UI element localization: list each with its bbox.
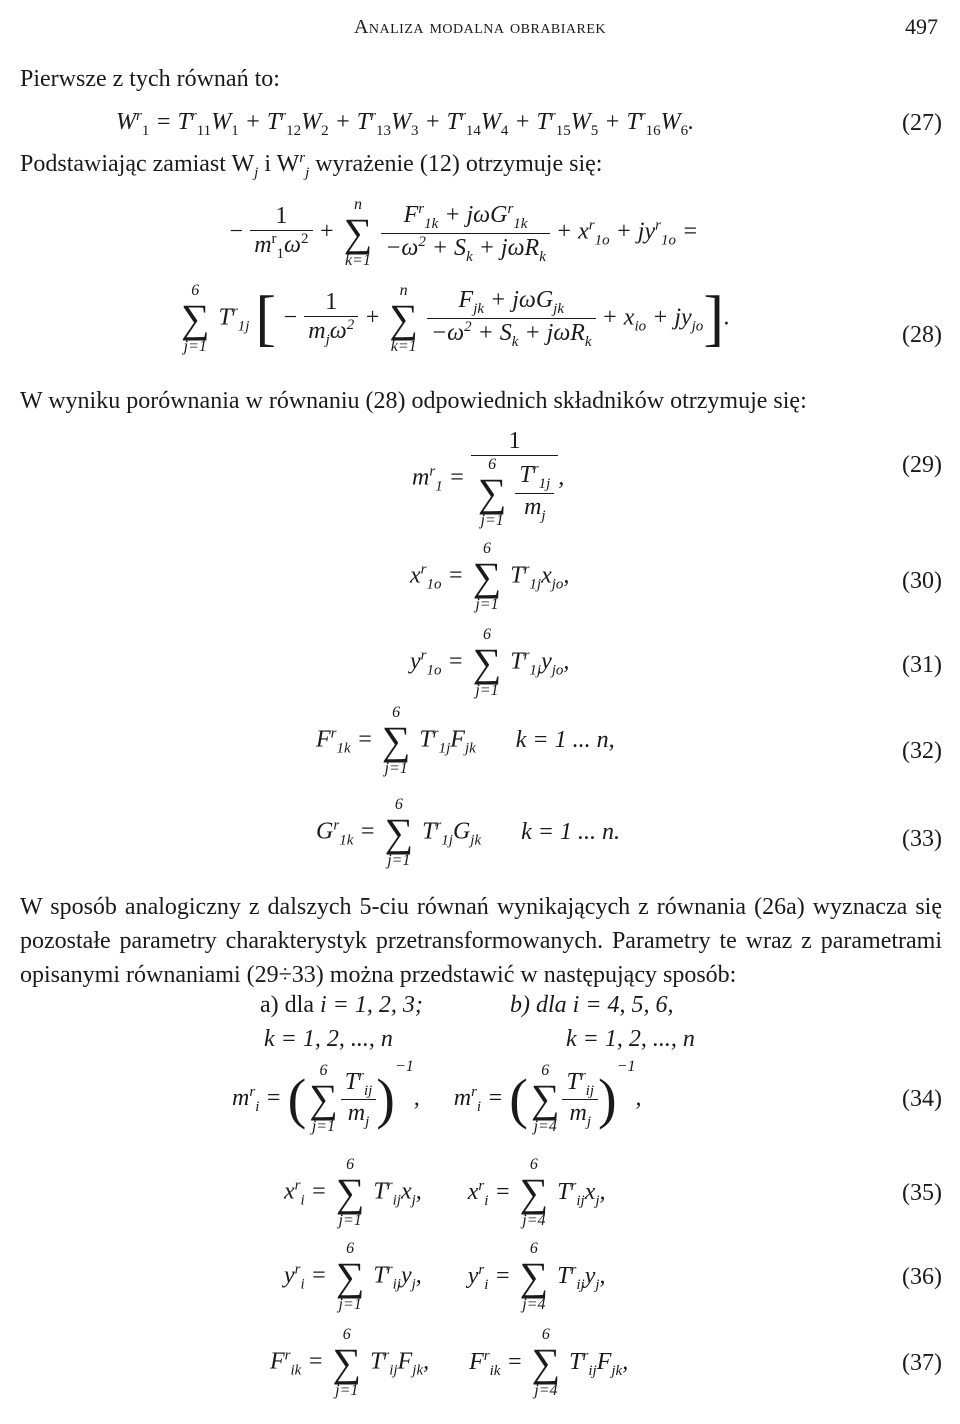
sum-upper: n [353, 196, 362, 213]
equation-number-34: (34) [902, 1086, 942, 1112]
equation-30: $x^r_{1o}$ = 6 ∑ j=1 $T^r_{1j}x_{jo}$, [410, 540, 570, 613]
case-a: a) dla i = 1, 2, 3; [260, 992, 423, 1018]
equation-33: $G^r_{1k}$ = 6 ∑ j=1 $T^r_{1j}G_{jk}$ k = 1 ... n. [316, 796, 620, 869]
equation-number-36: (36) [902, 1264, 942, 1290]
analogous-paragraph: W sposób analogiczny z dalszych 5-ciu równań wynikających z równania (26a) wyznacza się pozostałe parametry charakterystyk przetransformowanych. Parametry te wraz z parametrami opisanymi równaniami (29÷33) można przedstawić w następujący sposób: [20, 894, 942, 988]
equation-number-28: (28) [902, 322, 942, 348]
equation-number-30: (30) [902, 568, 942, 594]
equation-number-37: (37) [902, 1350, 942, 1376]
frac-num: 1 [275, 203, 288, 230]
page-header [0, 10, 960, 40]
equation-number-29: (29) [902, 452, 942, 478]
equation-29: $m^r_1$ = 1 6 ∑ j=1 $\frac{T^r_{1j}}{m_j}$ , [412, 428, 565, 529]
equation-number-35: (35) [902, 1180, 942, 1206]
equation-number-31: (31) [902, 652, 942, 678]
running-title: Analiza modalna obrabiarek [353, 16, 607, 38]
equation-27: $W^r_1 = T^r_{11}W_1 + T^r_{12}W_2 + T^r_{13}W_3 + T^r_{14}W_4 + T^r_{15}W_5 + T^r_{16}W_6$. [116, 108, 695, 139]
equation-34: $m^r_i$ = ( 6 ∑ j=1 $\frac{T^r_{ij}}{m_j}$ )$^{-1}$, $m^r_i$ = ( 6 ∑ j=4 $\frac{T^r_{ij}}{m_j}$ )$^{-1}$, [232, 1058, 642, 1136]
case-b: b) dla i = 4, 5, 6, [510, 992, 674, 1018]
condition-32: k = 1 ... n, [515, 726, 615, 753]
equation-35: $x^r_i$ = 6 ∑ j=1 $T^r_{ij}x_j$, $x^r_i$ = 6 ∑ j=4 $T^r_{ij}x_j$, [284, 1156, 606, 1229]
equation-31: $y^r_{1o}$ = 6 ∑ j=1 $T^r_{1j}y_{jo}$, [410, 626, 570, 699]
intro-text: Pierwsze z tych równań to: [20, 66, 280, 92]
equation-36: $y^r_i$ = 6 ∑ j=1 $T^r_{ij}y_j$, $y^r_i$ = 6 ∑ j=4 $T^r_{ij}y_j$, [284, 1240, 606, 1313]
substitution-text: Podstawiając zamiast $W_j$ i $W^r_j$ wyrażenie (12) otrzymuje się: [20, 150, 603, 181]
sum-lower: k=1 [345, 252, 371, 269]
equation-number-27: (27) [902, 110, 942, 136]
equation-28-line-1: − $\frac{1}{m^r_1\omega^2}$ + n ∑ k=1 $\frac{F^r_{1k} + j\omega G^r_{1k}}{-\omega^2 + S_k + j\omega R_k}$ + $x^r_{1o} + jy^r_{1o}$ = [228, 196, 699, 269]
k-range-a: k = 1, 2, ..., n [264, 1026, 393, 1052]
equation-number-33: (33) [902, 826, 942, 852]
condition-33: k = 1 ... n. [521, 818, 620, 845]
page-number: 497 [905, 14, 938, 39]
equation-32: $F^r_{1k}$ = 6 ∑ j=1 $T^r_{1j}F_{jk}$ k = 1 ... n, [316, 704, 615, 777]
comparison-text: W wyniku porównania w równaniu (28) odpowiednich składników otrzymuje się: [20, 388, 807, 414]
equation-37: $F^r_{ik}$ = 6 ∑ j=1 $T^r_{ij}F_{jk}$, $F^r_{ik}$ = 6 ∑ j=4 $T^r_{ij}F_{jk}$, [270, 1326, 629, 1399]
k-range-b: k = 1, 2, ..., n [566, 1026, 695, 1052]
equation-28-line-2: 6 ∑ j=1 $T^r_{1j}$ [ − $\frac{1}{m_j\omega^2}$ + n ∑ k=1 $\frac{F_{jk} + j\omega G_{jk}}{-\omega^2 + S_k + j\omega R_k}$ + $x_{io} + jy_{jo}$]. [181, 282, 730, 355]
equation-number-32: (32) [902, 738, 942, 764]
